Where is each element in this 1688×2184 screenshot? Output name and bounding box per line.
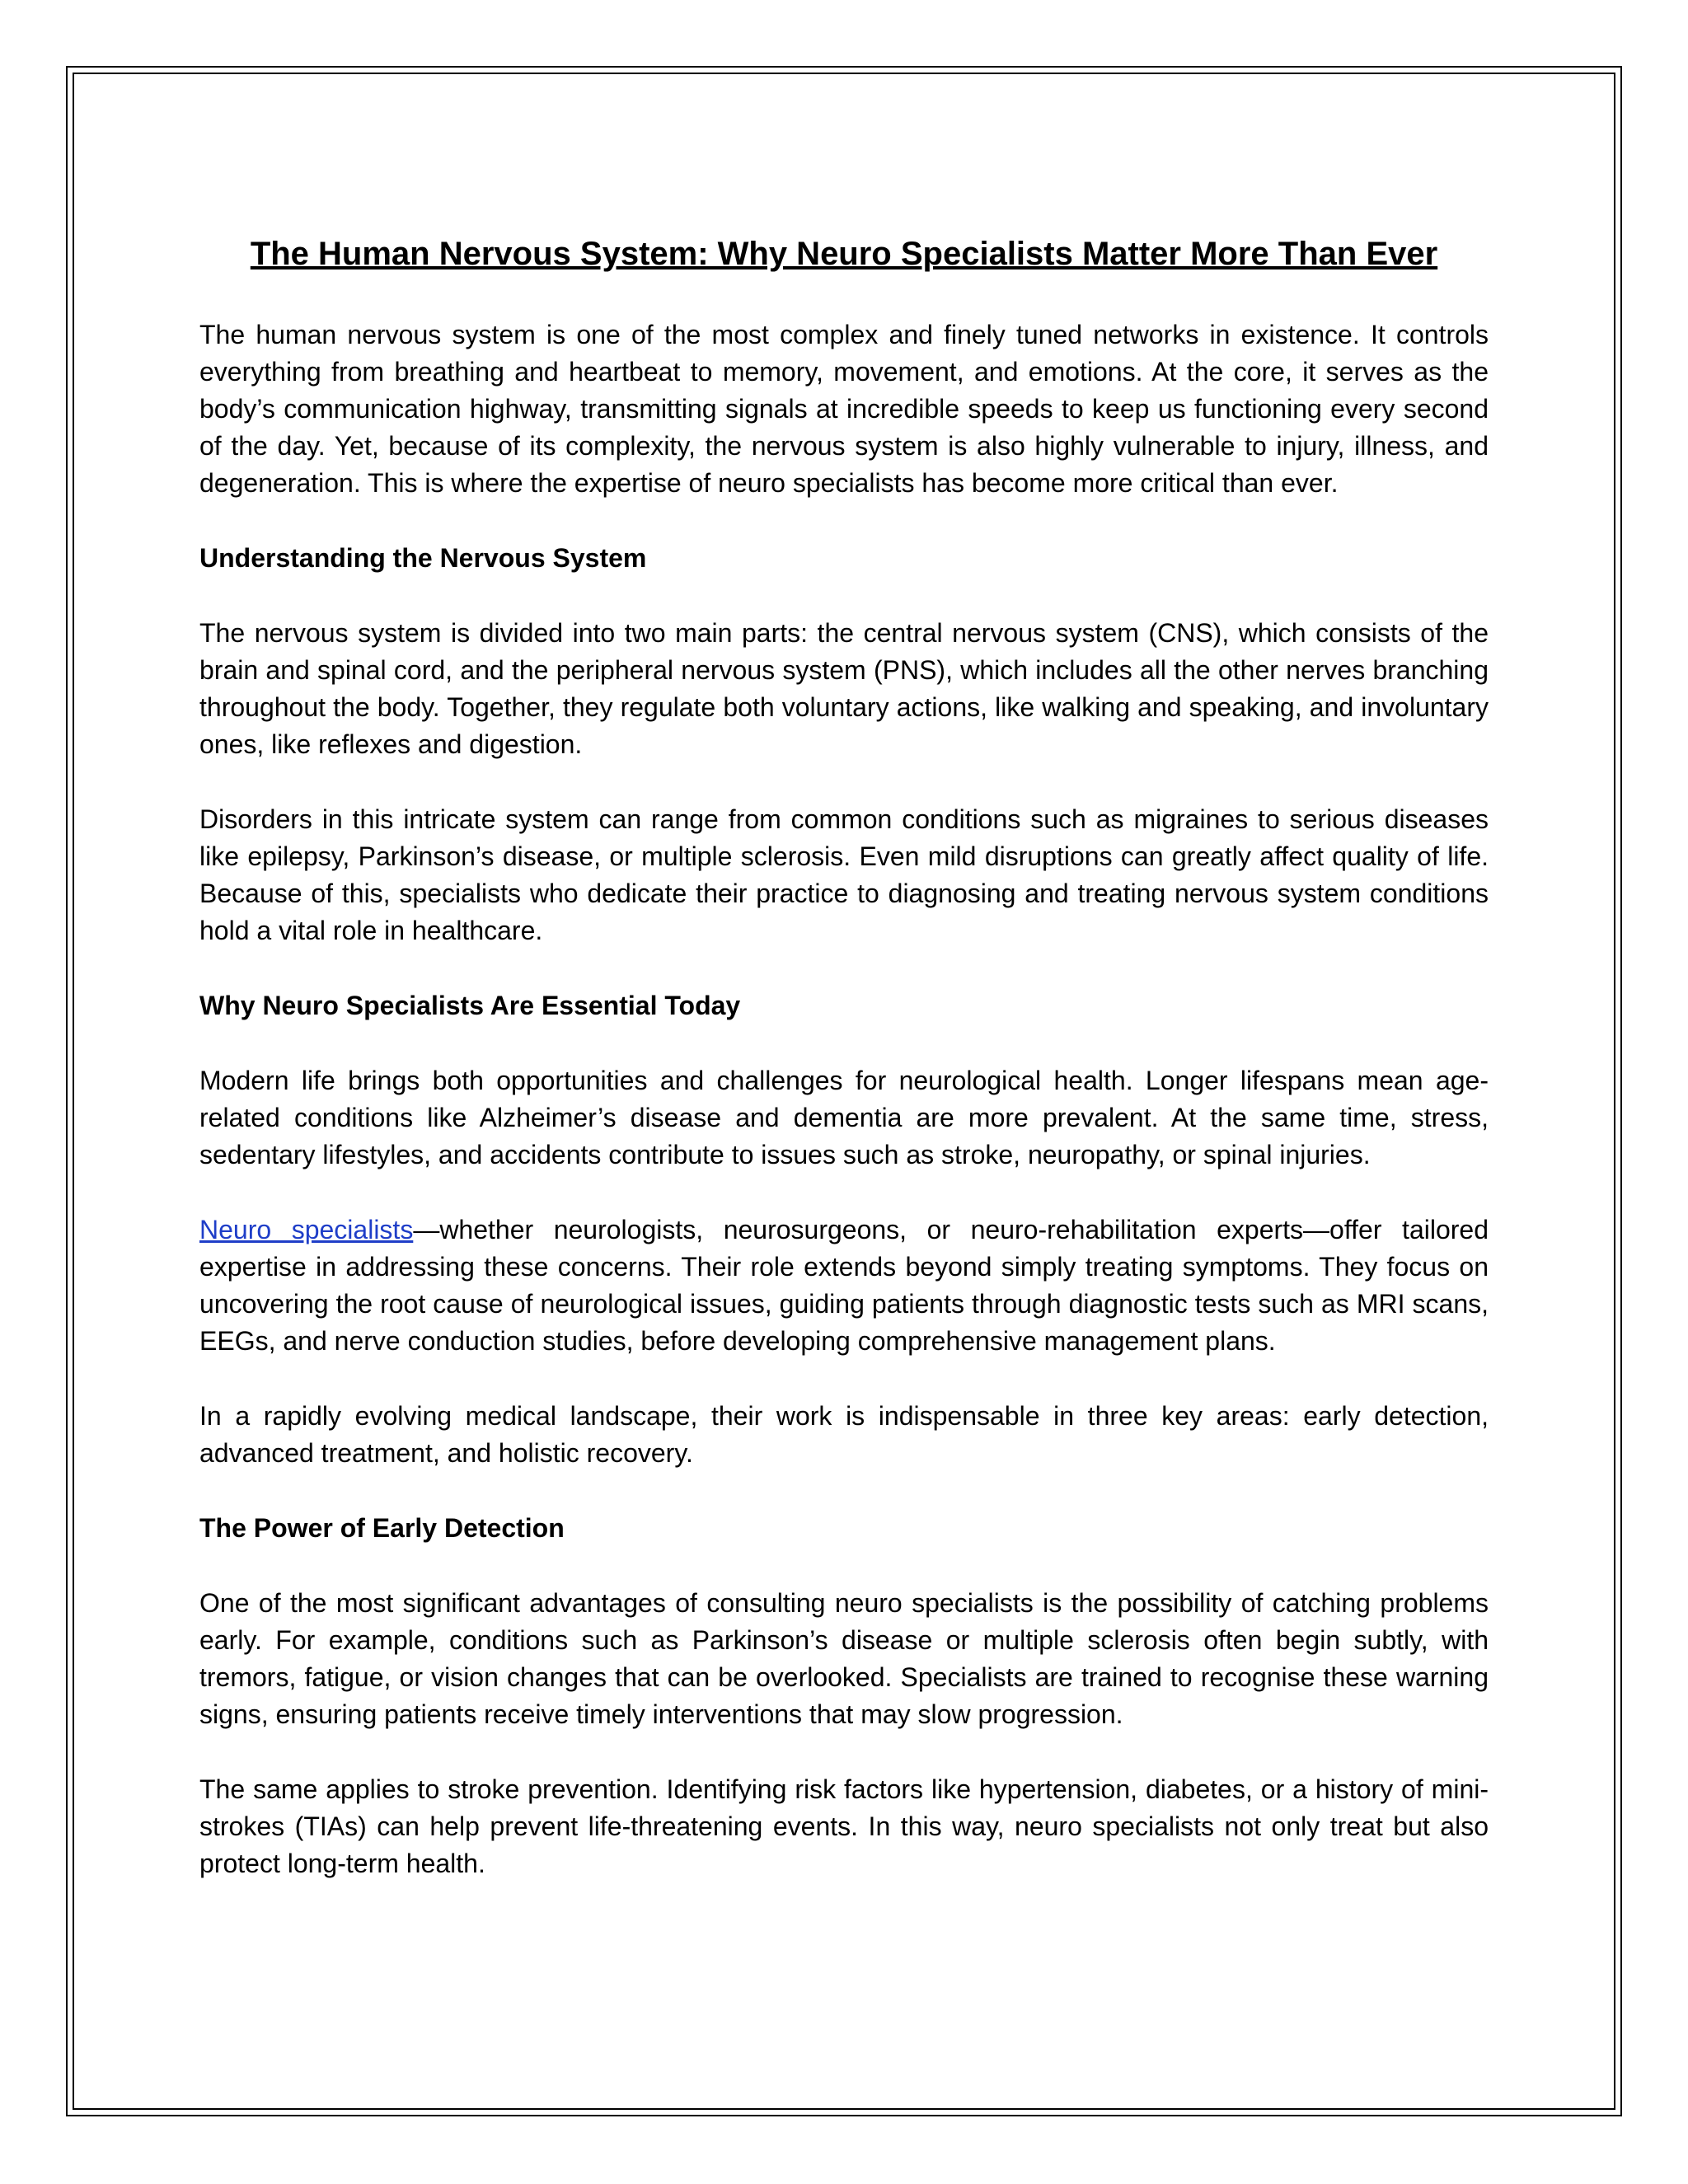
document-title: The Human Nervous System: Why Neuro Specialists Matter More Than Ever [250,236,1438,272]
document-body [199,231,1489,1920]
section-heading-why-essential: Why Neuro Specialists Are Essential Today [199,991,741,1020]
paragraph-key-areas: In a rapidly evolving medical landscape, their work is indispensable in three key areas: early detection, advanced treatment, and holistic recovery. [199,1401,1489,1468]
paragraph-neuro-specialists-text: —whether neurologists, neurosurgeons, or neuro-rehabilitation experts—offer tailored expertise in addressing these concerns. Their role extends beyond simply treating symptoms. They focus on uncovering the root cause of neurological issues, guiding patients through diagnostic tests such as MRI scans, EEGs, and nerve conduction studies, before developing comprehensive management plans. [199,1215,1489,1356]
paragraph-early-detection: One of the most significant advantages of consulting neuro specialists is the possibility of catching problems early. For example, conditions such as Parkinson’s disease or multiple sclerosis often begin subtly, with tremors, fatigue, or vision changes that can be overlooked. Specialists are trained to recognise these warning signs, ensuring patients receive timely interventions that may slow progression. [199,1588,1489,1729]
paragraph-modern-life: Modern life brings both opportunities and challenges for neurological health. Longer lifespans mean age-related conditions like Alzheimer’s disease and dementia are more prevalent. At the same time, stress, sedentary lifestyles, and accidents contribute to issues such as stroke, neuropathy, or spinal injuries. [199,1066,1489,1169]
section-heading-understanding: Understanding the Nervous System [199,543,647,573]
paragraph-nervous-system-parts: The nervous system is divided into two main parts: the central nervous system (CNS), which consists of the brain and spinal cord, and the peripheral nervous system (PNS), which includes all the other nerves branching throughout the body. Together, they regulate both voluntary actions, like walking and speaking, and involuntary ones, like reflexes and digestion. [199,618,1489,759]
intro-paragraph: The human nervous system is one of the most complex and finely tuned networks in existence. It controls everything from breathing and heartbeat to memory, movement, and emotions. At the core, it serves as the body’s communication highway, transmitting signals at incredible speeds to keep us functioning every second of the day. Yet, because of its complexity, the nervous system is also highly vulnerable to injury, illness, and degeneration. This is where the expertise of neuro specialists has become more critical than ever. [199,320,1489,498]
paragraph-neuro-specialists [199,1212,1489,1360]
paragraph-stroke-prevention: The same applies to stroke prevention. Identifying risk factors like hypertension, diabetes, or a history of mini-strokes (TIAs) can help prevent life-threatening events. In this way, neuro specialists not only treat but also protect long-term health. [199,1774,1489,1878]
neuro-specialists-link[interactable]: Neuro specialists [199,1215,414,1244]
paragraph-disorders: Disorders in this intricate system can range from common conditions such as migraines to serious diseases like epilepsy, Parkinson’s disease, or multiple sclerosis. Even mild disruptions can greatly affect quality of life. Because of this, specialists who dedicate their practice to diagnosing and treating nervous system conditions hold a vital role in healthcare. [199,804,1489,945]
section-heading-early-detection: The Power of Early Detection [199,1513,565,1543]
